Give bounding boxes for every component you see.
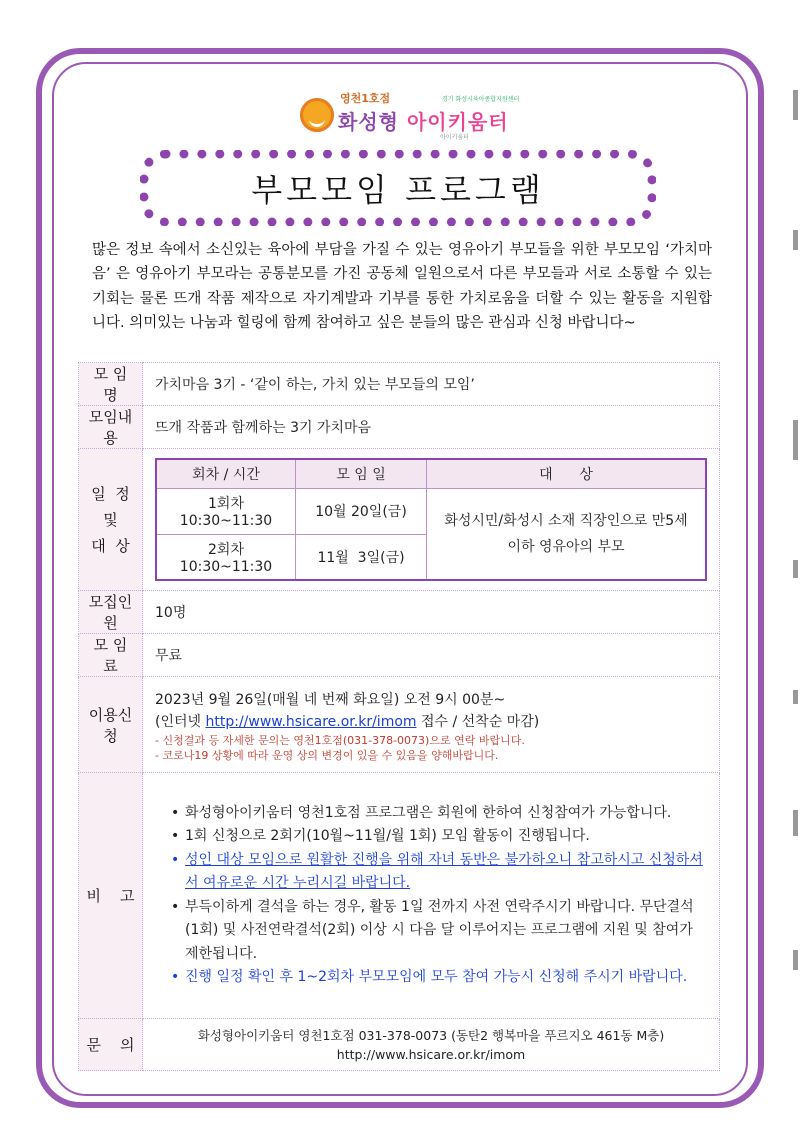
row-fee	[79, 634, 720, 677]
schedule-round: 1회차	[208, 496, 244, 513]
value-apply	[143, 677, 720, 773]
row-capacity	[79, 591, 720, 634]
logo-brand-prefix: 화성형	[338, 110, 399, 134]
label-schedule-3: 대 상	[91, 536, 130, 555]
apply-notice-2: - 코로나19 상황에 따라 운영 상의 변경이 있을 수 있음을 양해바랍니다.	[155, 748, 499, 762]
label-schedule	[79, 449, 143, 591]
schedule-round: 2회차	[208, 542, 244, 558]
schedule-table	[155, 458, 707, 582]
schedule-header-date: 모 임 일	[296, 459, 427, 489]
edge-marks	[792, 90, 798, 1090]
logo-brand-accent: 아이키움터	[406, 110, 509, 134]
schedule-date: 10월 20일(금)	[296, 488, 427, 534]
row-schedule	[79, 449, 720, 591]
schedule-header	[156, 459, 706, 489]
value-inquiry	[143, 1019, 720, 1071]
remark-item: • 부득이하게 결석을 하는 경우, 활동 1일 전까지 사전 연락주시기 바랍니다. 무단결석(1회) 및 사전연락결석(2회) 이상 시 다음 달 이루어지는 프로그램에 지원 및 참여가 제한됩니다.	[185, 896, 707, 967]
label-apply: 이용신청	[79, 677, 143, 773]
intro-paragraph: 많은 정보 속에서 소신있는 육아에 부담을 가질 수 있는 영유아기 부모들을 위한 부모모임 ‘가치마음’ 은 영유아기 부모라는 공통분모를 가진 공동체 일원으로서 다른 부모들과 서로 소통할 수 있는 기회는 물론 뜨개 작품 제작으로 자기계발과 기부를 통한 가치로움을 더할 수 있는 활동을 지원합니다. 의미있는 나눔과 힐링에 함께 참여하고 싶은 분들의 많은 관심과 신청 바랍니다~	[92, 242, 712, 332]
logo-org: 경기 화성시육아종합지원센터	[442, 96, 520, 103]
label-fee: 모 임 료	[79, 634, 143, 677]
label-schedule-2: 및	[103, 510, 118, 529]
label-inquiry: 문 의	[79, 1019, 143, 1071]
schedule-header-target: 대 상	[427, 459, 707, 489]
schedule-time: 10:30~11:30	[179, 513, 273, 530]
schedule-round-cell	[156, 488, 296, 534]
row-content	[79, 406, 720, 449]
apply-line2-pre: (인터넷	[155, 713, 206, 730]
label-remarks: 비 고	[79, 773, 143, 1019]
value-capacity: 10명	[143, 591, 720, 634]
apply-line2-post: 접수 / 선착순 마감)	[416, 713, 540, 730]
logo-branch: 영천1호점	[340, 92, 391, 105]
label-schedule-1: 일 정	[91, 484, 130, 503]
inquiry-line1: 화성형아이키움터 영천1호점 031-378-0073 (동탄2 행복마을 푸르지오 461동 M층)	[197, 1027, 665, 1043]
schedule-row	[156, 488, 706, 534]
schedule-round-cell	[156, 534, 296, 580]
remark-item-highlight: • 진행 일정 확인 후 1~2회차 부모모임에 모두 참여 가능시 신청해 주시기 바랍니다.	[185, 966, 707, 990]
label-capacity: 모집인원	[79, 591, 143, 634]
info-table	[78, 362, 720, 1071]
schedule-cell	[143, 449, 720, 591]
remarks-list	[167, 802, 707, 990]
apply-line2	[155, 711, 707, 733]
schedule-target: 화성시민/화성시 소재 직장인으로 만5세 이하 영유아의 부모	[427, 488, 707, 580]
smile-face-icon	[300, 98, 334, 132]
value-name: 가치마음 3기 - ‘같이 하는, 가치 있는 부모들의 모임’	[143, 363, 720, 406]
logo-brand	[338, 106, 509, 135]
row-remarks	[79, 773, 720, 1019]
page-title: 부모모임 프로그램	[251, 171, 545, 209]
remark-item: • 화성형아이키움터 영천1호점 프로그램은 회원에 한하여 신청참여가 가능합니다.	[185, 802, 707, 826]
label-name: 모 임 명	[79, 363, 143, 406]
value-remarks	[143, 773, 720, 1019]
remark-item-highlight	[185, 849, 707, 896]
schedule-time: 10:30~11:30	[179, 559, 273, 575]
remark-item: • 1회 신청으로 2회기(10월~11월/월 1회) 모임 활동이 진행됩니다.	[185, 825, 707, 849]
logo-sub: 아이키움터	[440, 134, 469, 141]
logo	[300, 88, 530, 148]
apply-link[interactable]: http://www.hsicare.or.kr/imom	[205, 713, 417, 730]
remark-item-highlight-text: 성인 대상 모임으로 원활한 진행을 위해 자녀 동반은 불가하오니 참고하시고 신청하셔서 여유로운 시간 누리시길 바랍니다.	[185, 851, 703, 891]
apply-notice-1: - 신청결과 등 자세한 문의는 영천1호점(031-378-0073)으로 연락 바랍니다.	[155, 733, 525, 747]
schedule-header-round: 회차 / 시간	[156, 459, 296, 489]
value-fee: 무료	[143, 634, 720, 677]
schedule-date: 11월 3일(금)	[296, 534, 427, 580]
label-content: 모임내용	[79, 406, 143, 449]
row-apply	[79, 677, 720, 773]
apply-line1: 2023년 9월 26일(매월 네 번째 화요일) 오전 9시 00분~	[155, 691, 506, 708]
row-name	[79, 363, 720, 406]
row-inquiry	[79, 1019, 720, 1071]
inquiry-line2: http://www.hsicare.or.kr/imom	[336, 1046, 526, 1062]
value-content: 뜨개 작품과 함께하는 3기 가치마음	[143, 406, 720, 449]
title-box	[140, 150, 656, 226]
